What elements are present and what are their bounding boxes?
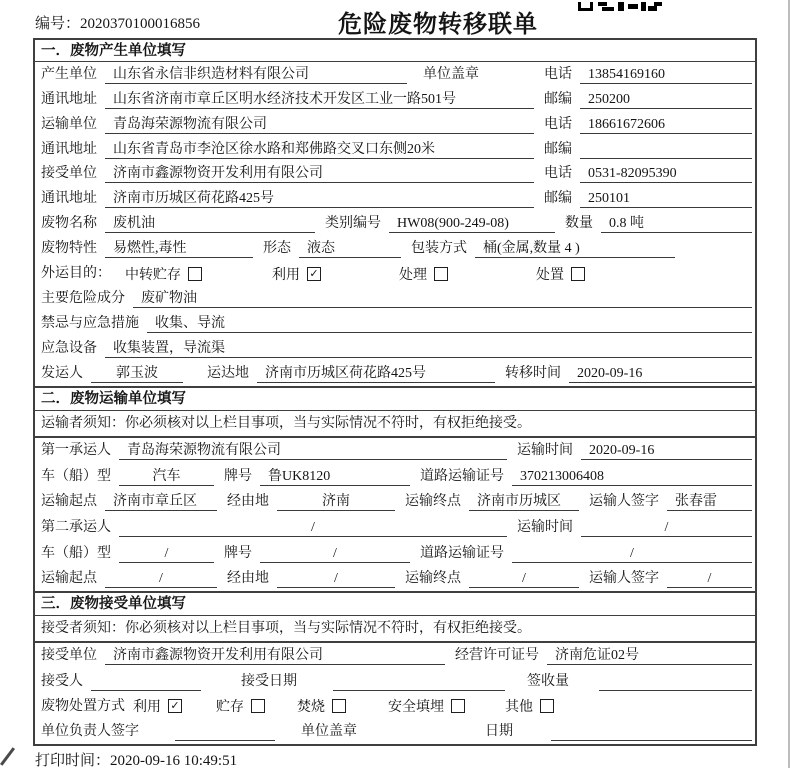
- shipper-label: 发运人: [41, 365, 83, 381]
- producer-address-label: 通讯地址: [41, 91, 97, 107]
- transport-unit-label: 运输单位: [41, 116, 97, 132]
- section-1-title: 一．废物产生单位填写: [35, 40, 755, 62]
- signed-amount-label: 签收量: [527, 673, 569, 689]
- doc-number-value: 2020370100016856: [80, 16, 201, 32]
- section-producer: [35, 40, 755, 386]
- road-permit-label: 道路运输证号: [420, 468, 504, 484]
- unit-seal-2-label: 单位盖章: [301, 723, 357, 739]
- accept-unit-label: 接受单位: [41, 648, 97, 664]
- option-label: 处置: [536, 267, 564, 283]
- disposal-option-store: [216, 697, 265, 716]
- waste-character-label: 废物特性: [41, 241, 97, 257]
- row-producer-unit: [35, 62, 755, 87]
- emergency-equipment-label: 应急设备: [41, 340, 97, 356]
- transport-address-value: 山东省青岛市李沧区徐水路和郑佛路交叉口东侧20米: [105, 140, 534, 159]
- form-state-label: 形态: [263, 241, 291, 257]
- option-label: 利用: [272, 267, 300, 283]
- quantity-value: 0.8 吨: [601, 214, 752, 233]
- accept-unit-value: 济南市鑫源物资开发利用有限公司: [105, 646, 445, 665]
- via-value: 济南: [277, 492, 395, 511]
- option-label: 中转贮存: [125, 267, 181, 283]
- print-time-label: 打印时间：: [35, 753, 111, 768]
- vehicle-type-2-label: 车（船）型: [41, 545, 111, 561]
- signed-amount-value: [599, 672, 752, 691]
- row-hazard-component: [35, 286, 755, 311]
- row-transport-unit: [35, 112, 755, 137]
- via-label: 经由地: [227, 494, 269, 510]
- row-route-1: [35, 489, 755, 515]
- disposal-method-label: 废物处置方式: [41, 698, 125, 714]
- row-vehicle-1: [35, 463, 755, 489]
- disposal-option-use: [133, 697, 182, 716]
- transport-phone-label: 电话: [544, 116, 572, 132]
- responsible-sign-label: 单位负责人签字: [41, 723, 139, 739]
- option-label: 利用: [133, 700, 161, 716]
- vehicle-type-2-value: /: [119, 544, 214, 563]
- transport-time-2-label: 运输时间: [517, 519, 573, 535]
- second-carrier-value: /: [119, 518, 507, 537]
- row-second-carrier: [35, 514, 755, 540]
- checkbox-checked-icon: ✓: [307, 267, 321, 281]
- waste-name-value: 废机油: [105, 214, 315, 233]
- qr-code-partial-icon: [578, 0, 662, 16]
- transport-time-label: 运输时间: [517, 443, 573, 459]
- origin-label: 运输起点: [41, 494, 97, 510]
- checkbox-icon: [434, 267, 448, 281]
- option-label: 焚烧: [297, 700, 325, 716]
- endpoint-value: 济南市历城区: [469, 492, 579, 511]
- option-label: 处理: [399, 267, 427, 283]
- producer-phone-label: 电话: [544, 66, 572, 82]
- carrier-sign-label: 运输人签字: [589, 494, 659, 510]
- road-permit-value: 370213006408: [512, 467, 752, 486]
- road-permit-2-label: 道路运输证号: [420, 545, 504, 561]
- print-time: [35, 749, 237, 768]
- unit-seal-label: 单位盖章: [423, 66, 479, 82]
- date-label: 日期: [485, 723, 513, 739]
- carrier-sign-2-value: /: [667, 569, 752, 588]
- via-2-value: /: [277, 569, 395, 588]
- option-label: 安全填埋: [388, 700, 444, 716]
- row-first-carrier: [35, 438, 755, 464]
- row-transfer-purpose: [35, 261, 755, 286]
- plate-2-label: 牌号: [224, 545, 252, 561]
- accept-person-value: [91, 672, 201, 691]
- doc-number-label: 编号：: [35, 16, 81, 32]
- row-accept-unit: [35, 643, 755, 668]
- checkbox-checked-icon: ✓: [168, 699, 182, 713]
- form-title: 危险废物转移联单: [338, 11, 538, 38]
- checkbox-icon: [251, 699, 265, 713]
- corner-fold-mark: [0, 747, 15, 765]
- endpoint-2-label: 运输终点: [405, 571, 461, 587]
- row-accept-person: [35, 668, 755, 693]
- transport-phone-value: 18661672606: [580, 115, 752, 134]
- checkbox-icon: [571, 267, 585, 281]
- accept-date-value: [333, 672, 505, 691]
- waste-character-value: 易燃性,毒性: [105, 239, 253, 258]
- packing-value: 桶(金属,数量 4 ): [475, 239, 675, 258]
- category-code-value: HW08(900-249-08): [389, 214, 555, 233]
- row-responsible-sign: [35, 719, 755, 744]
- checkbox-icon: [188, 267, 202, 281]
- option-label: 贮存: [216, 700, 244, 716]
- destination-value: 济南市历城区荷花路425号: [257, 364, 495, 383]
- accept-person-label: 接受人: [41, 673, 83, 689]
- first-carrier-value: 青岛海荣源物流有限公司: [119, 441, 507, 460]
- responsible-sign-value: [175, 722, 275, 741]
- emergency-equipment-value: 收集装置，导流渠: [105, 339, 752, 358]
- row-transport-address: [35, 137, 755, 162]
- receiver-notice: 接受者须知：你必须核对以上栏目事项，当与实际情况不符时，有权拒绝接受。: [35, 616, 755, 643]
- disposal-option-incinerate: [297, 697, 346, 716]
- disposal-option-landfill: [388, 697, 465, 716]
- origin-value: 济南市章丘区: [105, 492, 217, 511]
- manifest-table: [33, 38, 757, 746]
- row-vehicle-2: [35, 540, 755, 566]
- license-value: 济南危证02号: [547, 646, 752, 665]
- receiver-address-value: 济南市历城区荷花路425号: [105, 189, 534, 208]
- receiver-address-label: 通讯地址: [41, 191, 97, 207]
- purpose-option-treat: [399, 264, 448, 283]
- transport-zip-value: [580, 140, 752, 159]
- section-2-title: 二．废物运输单位填写: [35, 386, 755, 411]
- second-carrier-label: 第二承运人: [41, 519, 111, 535]
- emergency-measures-value: 收集、导流: [147, 314, 752, 333]
- transport-zip-label: 邮编: [544, 141, 572, 157]
- producer-address-value: 山东省济南市章丘区明水经济技术开发区工业一路501号: [105, 90, 534, 109]
- transport-unit-value: 青岛海荣源物流有限公司: [105, 115, 534, 134]
- accept-date-label: 接受日期: [241, 673, 297, 689]
- option-label: 其他: [505, 700, 533, 716]
- receiver-phone-label: 电话: [544, 166, 572, 182]
- producer-zip-value: 250200: [580, 90, 752, 109]
- license-label: 经营许可证号: [455, 648, 539, 664]
- row-waste-name: [35, 211, 755, 236]
- row-route-2: [35, 566, 755, 592]
- checkbox-icon: [332, 699, 346, 713]
- receiver-unit-value: 济南市鑫源物资开发利用有限公司: [105, 164, 534, 183]
- row-disposal-method: [35, 694, 755, 719]
- section-receiver: [35, 591, 755, 744]
- destination-label: 运达地: [207, 365, 249, 381]
- carrier-sign-2-label: 运输人签字: [589, 571, 659, 587]
- transport-time-value: 2020-09-16: [581, 441, 752, 460]
- producer-unit-label: 产生单位: [41, 66, 97, 82]
- purpose-option-storage: [125, 264, 202, 283]
- section-transport: [35, 386, 755, 592]
- print-time-value: 2020-09-16 10:49:51: [110, 753, 238, 768]
- hazard-component-label: 主要危险成分: [41, 290, 125, 306]
- producer-unit-value: 山东省永信非织造材料有限公司: [105, 65, 407, 84]
- vehicle-type-value: 汽车: [119, 467, 214, 486]
- date-value: [551, 722, 752, 741]
- checkbox-icon: [540, 699, 554, 713]
- category-code-label: 类别编号: [325, 216, 381, 232]
- transport-address-label: 通讯地址: [41, 141, 97, 157]
- disposal-option-other: [505, 697, 554, 716]
- row-receiver-unit: [35, 162, 755, 187]
- section-3-title: 三．废物接受单位填写: [35, 591, 755, 616]
- row-emergency-equipment: [35, 336, 755, 361]
- plate-value: 鲁UK8120: [260, 467, 410, 486]
- origin-2-value: /: [105, 569, 217, 588]
- plate-2-value: /: [260, 544, 410, 563]
- origin-2-label: 运输起点: [41, 571, 97, 587]
- emergency-measures-label: 禁忌与应急措施: [41, 315, 139, 331]
- checkbox-icon: [451, 699, 465, 713]
- hazard-component-value: 废矿物油: [133, 289, 752, 308]
- row-producer-address: [35, 87, 755, 112]
- transport-time-2-value: /: [581, 518, 752, 537]
- form-state-value: 液态: [299, 239, 401, 258]
- plate-label: 牌号: [224, 468, 252, 484]
- first-carrier-label: 第一承运人: [41, 443, 111, 459]
- carrier-sign-value: 张春雷: [667, 492, 752, 511]
- producer-phone-value: 13854169160: [580, 65, 752, 84]
- transfer-time-label: 转移时间: [505, 365, 561, 381]
- waste-name-label: 废物名称: [41, 216, 97, 232]
- producer-zip-label: 邮编: [544, 91, 572, 107]
- receiver-phone-value: 0531-82095390: [580, 164, 752, 183]
- receiver-zip-value: 250101: [580, 189, 752, 208]
- page-edge-line: [788, 0, 790, 768]
- row-emergency-measures: [35, 311, 755, 336]
- endpoint-2-value: /: [469, 569, 579, 588]
- via-2-label: 经由地: [227, 571, 269, 587]
- packing-label: 包装方式: [411, 241, 467, 257]
- quantity-label: 数量: [565, 216, 593, 232]
- shipper-value: 郭玉波: [91, 364, 183, 383]
- transfer-time-value: 2020-09-16: [569, 364, 752, 383]
- purpose-option-use: [272, 264, 321, 283]
- receiver-unit-label: 接受单位: [41, 166, 97, 182]
- transfer-purpose-label: 外运目的：: [41, 266, 111, 282]
- receiver-zip-label: 邮编: [544, 191, 572, 207]
- road-permit-2-value: /: [512, 544, 752, 563]
- endpoint-label: 运输终点: [405, 494, 461, 510]
- vehicle-type-label: 车（船）型: [41, 468, 111, 484]
- purpose-option-dispose: [536, 264, 585, 283]
- transporter-notice: 运输者须知：你必须核对以上栏目事项，当与实际情况不符时，有权拒绝接受。: [35, 411, 755, 438]
- row-receiver-address: [35, 186, 755, 211]
- row-waste-character: [35, 236, 755, 261]
- row-shipper: [35, 361, 755, 386]
